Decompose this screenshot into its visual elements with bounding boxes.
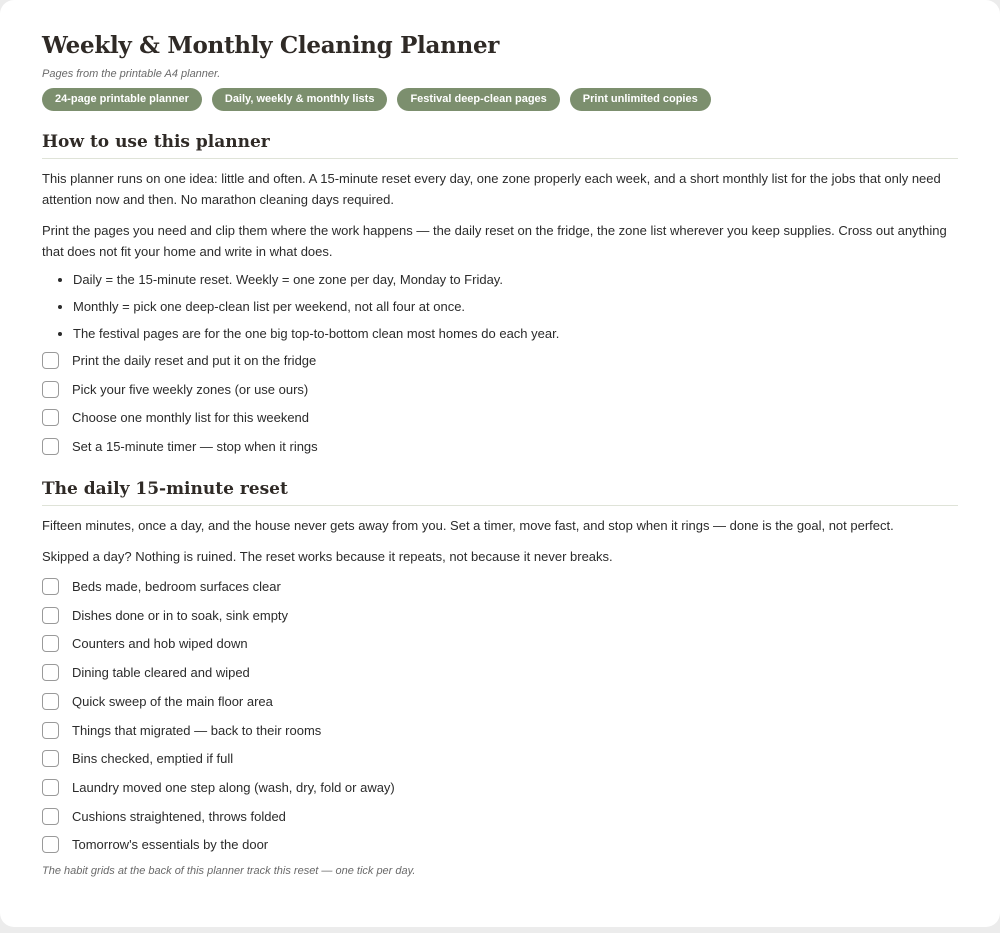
bullet-item: • Monthly = pick one deep-clean list per weekend, not all four at once.: [73, 297, 958, 317]
checkbox[interactable]: [42, 578, 59, 595]
bullet-item: • The festival pages are for the one big top-to-bottom clean most homes do each year.: [73, 324, 958, 344]
checklist-item-label: Counters and hob wiped down: [72, 636, 248, 652]
checklist-item-label: Pick your five weekly zones (or use ours): [72, 381, 309, 397]
checklist-item[interactable]: [42, 408, 958, 427]
paragraph: Fifteen minutes, once a day, and the house never gets away from you. Set a timer, move fast, and stop when it rings — done is the goal, not perfect.: [42, 518, 894, 534]
paragraph: Print the pages you need and clip them where the work happens — the daily reset on the fridge, the zone list wherever you keep supplies. Cross out anything that does not fit your home and write in what does.: [42, 223, 947, 259]
checklist-item-label: Dining table cleared and wiped: [72, 665, 250, 681]
checklist-item-label: Things that migrated — back to their rooms: [72, 722, 322, 738]
tag-pill: 24-page printable planner: [42, 88, 202, 111]
checklist-item[interactable]: [42, 807, 958, 826]
checklist-item[interactable]: [42, 749, 958, 768]
paragraph: This planner runs on one idea: little and often. A 15-minute reset every day, one zone properly each week, and a short monthly list for the jobs that only need attention now and then. No marathon cleaning days required.: [42, 171, 941, 207]
bullet-list: [42, 270, 958, 344]
checklist-item-label: Tomorrow's essentials by the door: [72, 837, 269, 853]
checklist-item[interactable]: [42, 634, 958, 653]
checkbox[interactable]: [42, 381, 59, 398]
checkbox[interactable]: [42, 409, 59, 426]
checklist-item[interactable]: [42, 721, 958, 740]
checklist-item-label: Dishes done or in to soak, sink empty: [72, 607, 289, 623]
checklist-item[interactable]: [42, 835, 958, 854]
checklist-item-label: Set a 15-minute timer — stop when it rings: [72, 439, 318, 455]
checklist-item[interactable]: [42, 351, 958, 370]
page-subtitle: Pages from the printable A4 planner.: [42, 68, 221, 80]
bullet-item: • Daily = the 15-minute reset. Weekly = one zone per day, Monday to Friday.: [73, 270, 958, 290]
checkbox[interactable]: [42, 438, 59, 455]
checklist-daily-reset: [42, 577, 958, 854]
checkbox[interactable]: [42, 607, 59, 624]
checklist-item[interactable]: [42, 380, 958, 399]
checklist-item[interactable]: [42, 577, 958, 596]
checklist-item-label: Beds made, bedroom surfaces clear: [72, 579, 281, 595]
tag-pill: Print unlimited copies: [570, 88, 711, 111]
checkbox[interactable]: [42, 750, 59, 767]
checklist-item[interactable]: [42, 778, 958, 797]
checkbox[interactable]: [42, 352, 59, 369]
tag-list: [42, 88, 958, 111]
checkbox[interactable]: [42, 808, 59, 825]
checklist-item-label: Choose one monthly list for this weekend: [72, 410, 310, 426]
footnote: The habit grids at the back of this planner track this reset — one tick per day.: [42, 864, 416, 877]
tag-pill: Daily, weekly & monthly lists: [212, 88, 388, 111]
checkbox[interactable]: [42, 779, 59, 796]
tag-pill: Festival deep-clean pages: [397, 88, 559, 111]
paragraph: Skipped a day? Nothing is ruined. The reset works because it repeats, not because it never breaks.: [42, 549, 613, 565]
checklist-item-label: Cushions straightened, throws folded: [72, 808, 286, 824]
checklist-item-label: Print the daily reset and put it on the fridge: [72, 353, 317, 368]
checklist-item[interactable]: [42, 437, 958, 456]
checkbox[interactable]: [42, 664, 59, 681]
checklist-item-label: Quick sweep of the main floor area: [72, 693, 273, 709]
checklist-item-label: Laundry moved one step along (wash, dry, fold or away): [72, 779, 395, 795]
checkbox[interactable]: [42, 635, 59, 652]
checklist-item[interactable]: [42, 606, 958, 625]
checkbox[interactable]: [42, 722, 59, 739]
checkbox[interactable]: [42, 693, 59, 710]
page-title: Weekly & Monthly Cleaning Planner: [42, 32, 500, 59]
checklist-item[interactable]: [42, 692, 958, 711]
checklist-item-label: Bins checked, emptied if full: [72, 751, 234, 767]
checklist-item[interactable]: [42, 663, 958, 682]
checklist-setup: [42, 351, 958, 456]
section-heading-daily-reset: The daily 15-minute reset: [42, 476, 958, 506]
checkbox[interactable]: [42, 836, 59, 853]
section-heading-how-to-use: How to use this planner: [42, 129, 958, 159]
